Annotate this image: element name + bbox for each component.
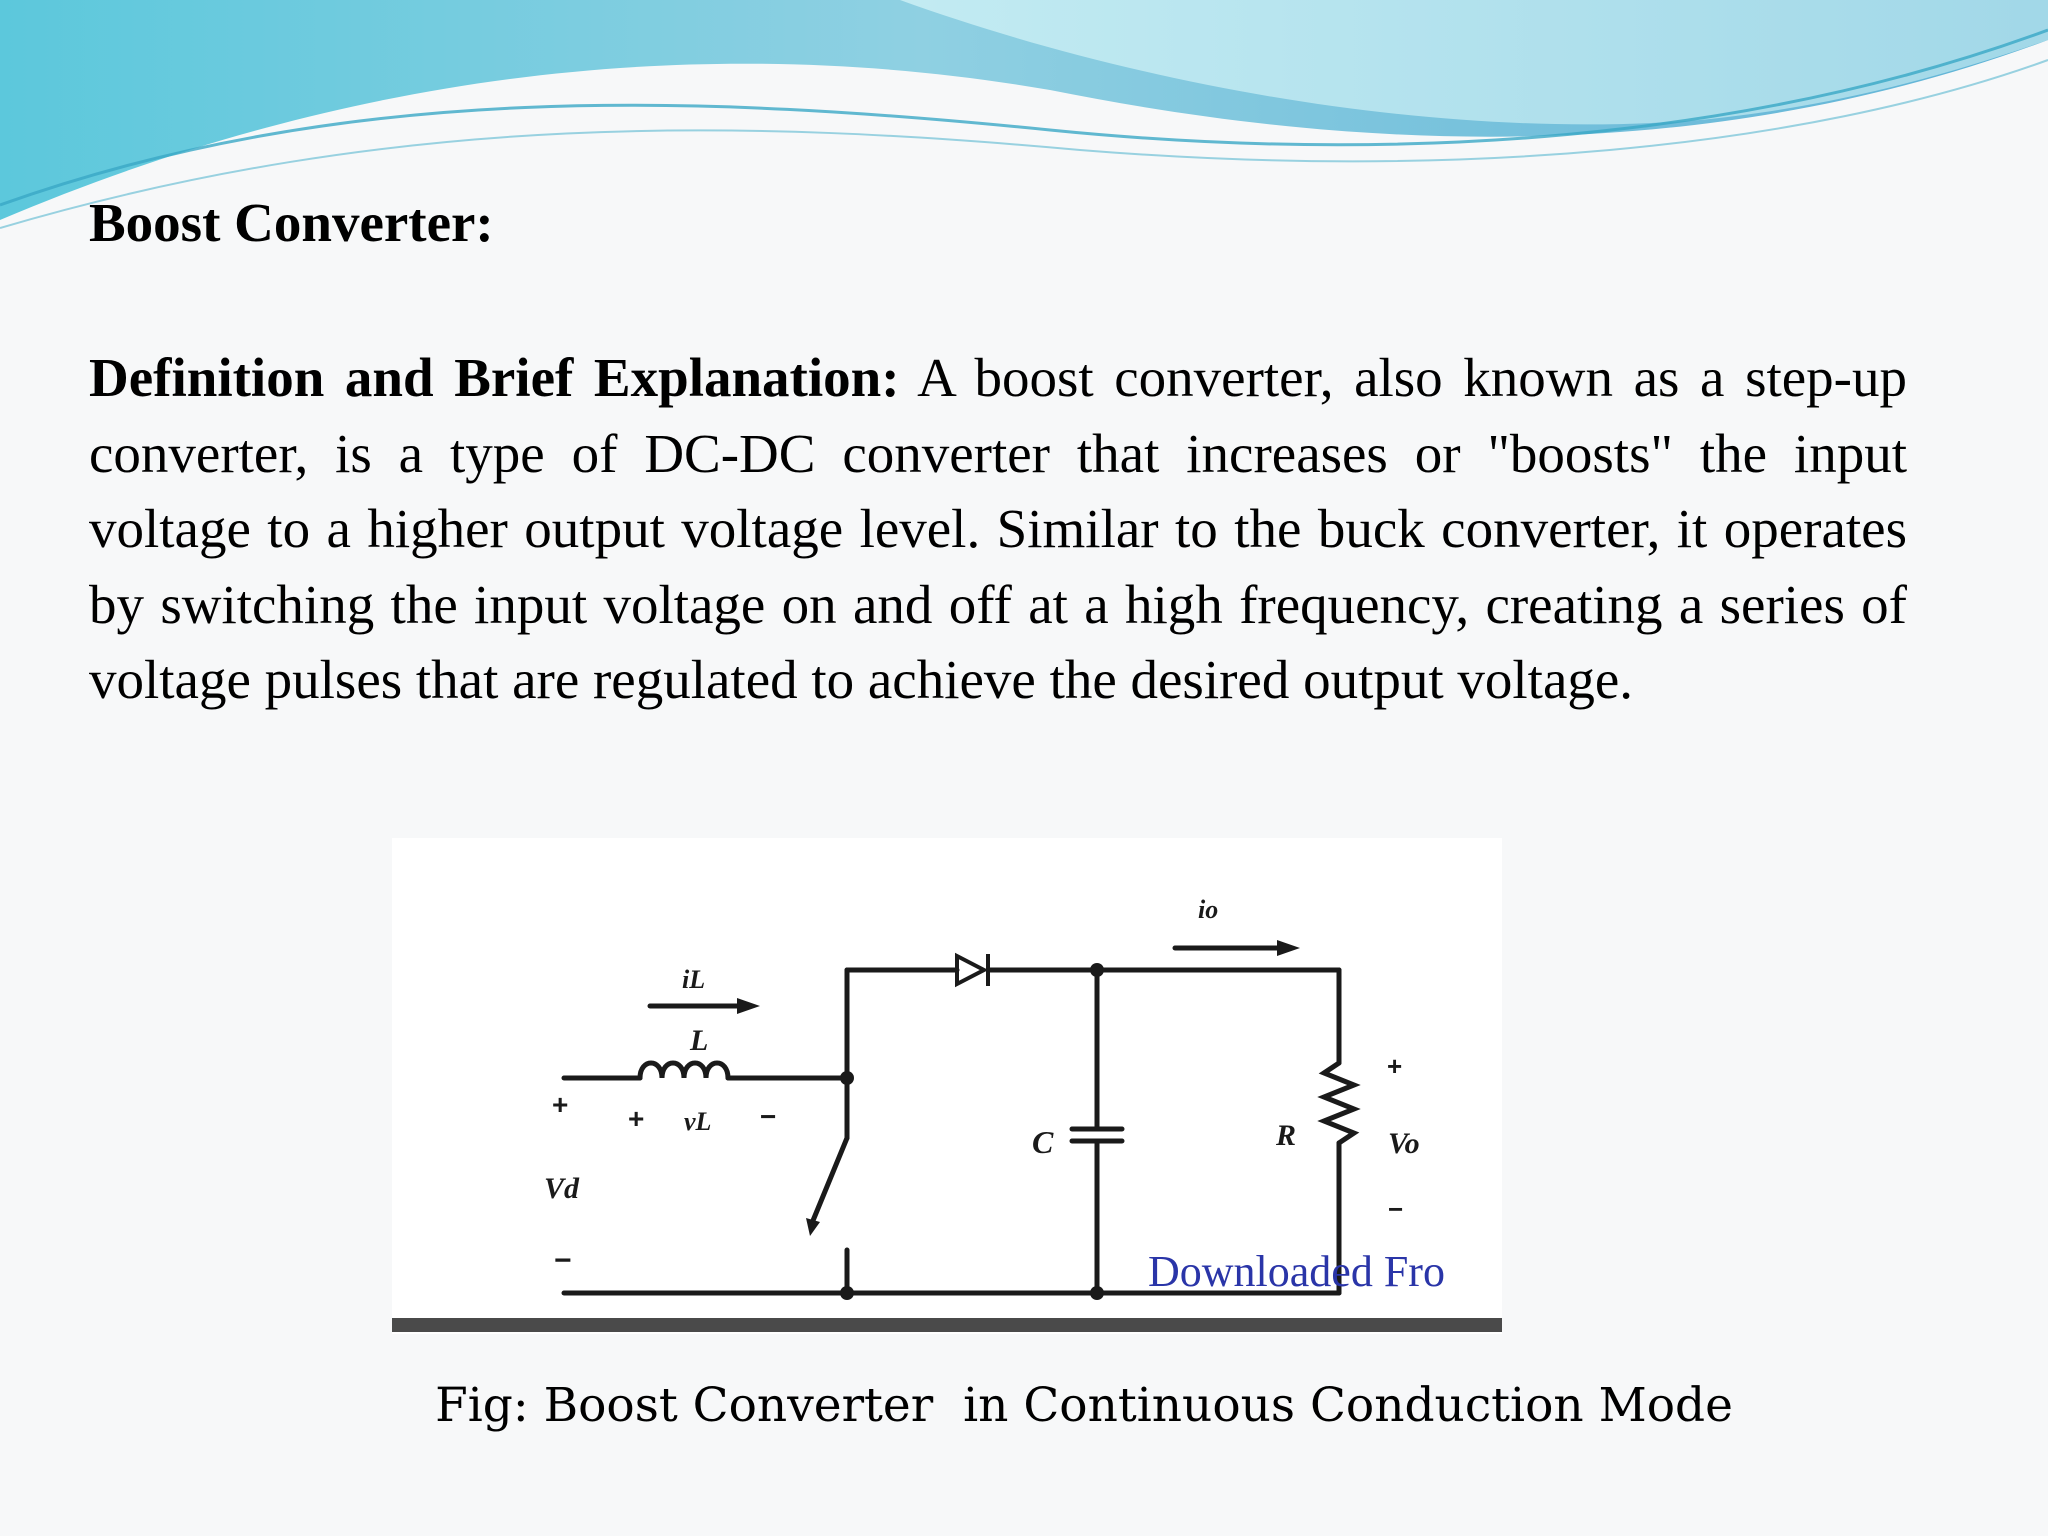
io-label: io — [1198, 895, 1219, 924]
definition-label: Definition and Brief Explanation: — [89, 347, 900, 408]
boost-converter-circuit-figure — [392, 838, 1502, 1334]
definition-text: A boost converter, also known as a step-up converter, is a type of DC-DC converter that increases or "boosts" the input voltage to a higher output voltage level. Similar to the buck converter, it operates by switching the input voltage on and off at a high frequency, creating a series of voltage pulses that are regulated to achieve the desired output voltage. — [89, 347, 1907, 710]
vo-label: Vo — [1388, 1127, 1420, 1160]
resistor-symbol — [1324, 1063, 1354, 1143]
watermark-text: Downloaded Fro — [1148, 1247, 1445, 1296]
figure-caption: Fig: Boost Converter in Continuous Conduction Mode — [435, 1378, 1733, 1433]
junction-switch-bottom — [840, 1286, 854, 1300]
vd-plus-sign: + — [552, 1089, 569, 1120]
il-label: iL — [682, 965, 706, 994]
junction-cap-top — [1090, 963, 1104, 977]
vd-label: Vd — [544, 1172, 580, 1205]
il-arrow-head — [737, 998, 760, 1014]
vl-label: vL — [684, 1107, 712, 1136]
vl-minus-sign: − — [760, 1101, 777, 1132]
slide-title: Boost Converter: — [89, 192, 494, 253]
junction-switch-node — [840, 1071, 854, 1085]
circuit-diagram — [392, 838, 1502, 1318]
inductor-label: L — [690, 1024, 709, 1057]
switch-tip — [806, 1218, 820, 1236]
inductor-symbol — [640, 1063, 728, 1078]
switch-blade — [812, 1138, 847, 1223]
resistor-label: R — [1276, 1119, 1297, 1152]
figure-base-bar — [392, 1318, 1502, 1332]
definition-paragraph — [89, 340, 1907, 718]
capacitor-label: C — [1032, 1124, 1054, 1160]
vo-plus-sign: + — [1387, 1051, 1403, 1081]
diode-triangle — [957, 956, 984, 984]
io-arrow-head — [1277, 940, 1300, 956]
vl-plus-sign: + — [628, 1103, 645, 1134]
vd-minus-sign: − — [554, 1244, 572, 1277]
vo-minus-sign: − — [1388, 1194, 1404, 1224]
junction-cap-bottom — [1090, 1286, 1104, 1300]
